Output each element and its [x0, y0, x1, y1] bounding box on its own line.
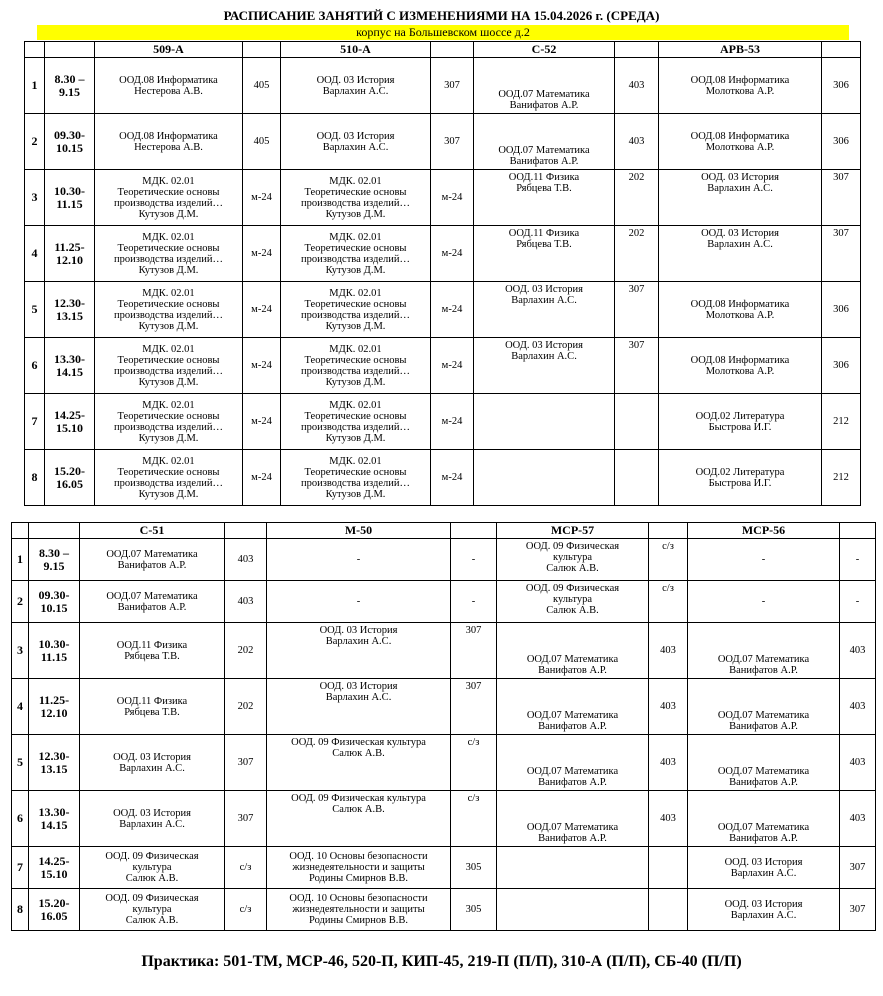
room-cell: 307	[840, 847, 876, 889]
subject-cell: ООД. 09 Физическая культура Салюк А.В.	[80, 889, 225, 931]
room-cell: с/з	[225, 847, 267, 889]
subject-cell	[474, 450, 615, 506]
subject-cell: МДК. 02.01 Теоретические основы производства изделий… Кутузов Д.М.	[281, 226, 431, 282]
lesson-row	[12, 539, 876, 581]
subject-cell	[497, 889, 649, 931]
room-cell: м-24	[243, 226, 281, 282]
room-cell: 307	[822, 226, 861, 282]
subject-cell: ООД. 03 История Варлахин А.С.	[80, 791, 225, 847]
subject-cell: ООД.08 Информатика Молоткова А.Р.	[659, 282, 822, 338]
subject-cell: -	[688, 581, 840, 623]
lesson-time: 12.30- 13.15	[29, 735, 80, 791]
lesson-number: 1	[12, 539, 29, 581]
room-cell: м-24	[431, 338, 474, 394]
group-header: М-50	[267, 523, 451, 539]
lesson-time: 8.30 – 9.15	[45, 58, 95, 114]
subject-cell: ООД. 03 История Варлахин А.С.	[688, 889, 840, 931]
subject-cell: МДК. 02.01 Теоретические основы производства изделий… Кутузов Д.М.	[95, 338, 243, 394]
group-room-header	[243, 42, 281, 58]
subject-cell: МДК. 02.01 Теоретические основы производства изделий… Кутузов Д.М.	[95, 170, 243, 226]
subject-cell: ООД. 03 История Варлахин А.С.	[267, 623, 451, 679]
room-cell	[649, 889, 688, 931]
lesson-number: 4	[25, 226, 45, 282]
header-corner	[25, 42, 45, 58]
room-cell: 212	[822, 394, 861, 450]
schedule-table-bottom	[11, 522, 876, 931]
lesson-number: 7	[25, 394, 45, 450]
lesson-row	[12, 581, 876, 623]
subject-cell: ООД.07 Математика Ванифатов А.Р.	[497, 735, 649, 791]
lesson-row	[12, 735, 876, 791]
subject-cell: ООД.02 Литература Быстрова И.Г.	[659, 450, 822, 506]
lesson-time: 10.30- 11.15	[45, 170, 95, 226]
room-cell: с/з	[649, 539, 688, 581]
subject-cell: ООД. 09 Физическая культура Салюк А.В.	[267, 791, 451, 847]
subject-cell: ООД.07 Математика Ванифатов А.Р.	[80, 539, 225, 581]
subject-cell: МДК. 02.01 Теоретические основы производства изделий… Кутузов Д.М.	[95, 450, 243, 506]
group-header: 509-А	[95, 42, 243, 58]
room-cell: 306	[822, 114, 861, 170]
group-room-header	[840, 523, 876, 539]
room-cell: м-24	[243, 450, 281, 506]
lesson-row	[25, 450, 861, 506]
subject-cell: ООД.02 Литература Быстрова И.Г.	[659, 394, 822, 450]
room-cell: с/з	[225, 889, 267, 931]
room-cell: 307	[615, 282, 659, 338]
room-cell: 403	[840, 791, 876, 847]
room-cell: 403	[649, 679, 688, 735]
room-cell: м-24	[431, 394, 474, 450]
room-cell: 403	[649, 623, 688, 679]
group-header: МСР-57	[497, 523, 649, 539]
room-cell: м-24	[243, 338, 281, 394]
subject-cell	[474, 394, 615, 450]
group-room-header	[649, 523, 688, 539]
room-cell: 307	[225, 735, 267, 791]
room-cell: м-24	[431, 170, 474, 226]
subject-cell: ООД. 03 История Варлахин А.С.	[80, 735, 225, 791]
lesson-row	[25, 338, 861, 394]
header-corner	[12, 523, 29, 539]
subject-cell: МДК. 02.01 Теоретические основы производства изделий… Кутузов Д.М.	[281, 282, 431, 338]
lesson-row	[12, 847, 876, 889]
subject-cell: ООД.07 Математика Ванифатов А.Р.	[497, 791, 649, 847]
lesson-time: 09.30- 10.15	[45, 114, 95, 170]
group-room-header	[431, 42, 474, 58]
lesson-row	[12, 623, 876, 679]
subject-cell: ООД.07 Математика Ванифатов А.Р.	[497, 679, 649, 735]
room-cell: м-24	[431, 282, 474, 338]
group-header: МСР-56	[688, 523, 840, 539]
room-cell: 307	[822, 170, 861, 226]
lesson-row	[12, 889, 876, 931]
subject-cell: ООД. 03 История Варлахин А.С.	[267, 679, 451, 735]
subject-cell: МДК. 02.01 Теоретические основы производства изделий… Кутузов Д.М.	[281, 394, 431, 450]
room-cell: 403	[840, 679, 876, 735]
room-cell: 403	[649, 791, 688, 847]
subject-cell: ООД. 09 Физическая культура Салюк А.В.	[497, 581, 649, 623]
room-cell	[649, 847, 688, 889]
room-cell: 307	[840, 889, 876, 931]
group-header: АРВ-53	[659, 42, 822, 58]
subject-cell: ООД.11 Физика Рябцева Т.В.	[474, 170, 615, 226]
room-cell: 307	[431, 58, 474, 114]
room-cell: 403	[225, 581, 267, 623]
lesson-number: 2	[12, 581, 29, 623]
lesson-number: 7	[12, 847, 29, 889]
group-header: 510-А	[281, 42, 431, 58]
subject-cell: -	[688, 539, 840, 581]
room-cell: -	[840, 581, 876, 623]
header-corner	[29, 523, 80, 539]
room-cell: с/з	[451, 791, 497, 847]
subject-cell: -	[267, 539, 451, 581]
lesson-row	[25, 226, 861, 282]
practice-line: Практика: 501-ТМ, МСР-46, 520-П, КИП-45, 219-П (П/П), 310-А (П/П), СБ-40 (П/П)	[141, 953, 742, 970]
lesson-time: 8.30 – 9.15	[29, 539, 80, 581]
subject-cell: ООД. 03 История Варлахин А.С.	[281, 114, 431, 170]
lesson-time: 12.30- 13.15	[45, 282, 95, 338]
subject-cell: ООД.07 Математика Ванифатов А.Р.	[474, 58, 615, 114]
room-cell: 202	[615, 170, 659, 226]
room-cell: 307	[451, 679, 497, 735]
lesson-time: 14.25- 15.10	[29, 847, 80, 889]
subject-cell: ООД.07 Математика Ванифатов А.Р.	[688, 791, 840, 847]
subject-cell: ООД.07 Математика Ванифатов А.Р.	[474, 114, 615, 170]
lesson-row	[25, 114, 861, 170]
subject-cell: -	[267, 581, 451, 623]
subject-cell: ООД.08 Информатика Нестерова А.В.	[95, 114, 243, 170]
room-cell: 306	[822, 282, 861, 338]
subject-cell: ООД.08 Информатика Молоткова А.Р.	[659, 58, 822, 114]
subject-cell: ООД. 03 История Варлахин А.С.	[659, 170, 822, 226]
room-cell: 305	[451, 889, 497, 931]
room-cell	[615, 450, 659, 506]
page-title: РАСПИСАНИЕ ЗАНЯТИЙ С ИЗМЕНЕНИЯМИ НА 15.04.2026 г. (СРЕДА)	[223, 8, 660, 23]
room-cell: 403	[615, 114, 659, 170]
lesson-number: 8	[12, 889, 29, 931]
subject-cell: МДК. 02.01 Теоретические основы производства изделий… Кутузов Д.М.	[95, 282, 243, 338]
subject-cell: МДК. 02.01 Теоретические основы производства изделий… Кутузов Д.М.	[281, 450, 431, 506]
subject-cell: ООД. 03 История Варлахин А.С.	[688, 847, 840, 889]
group-room-header	[451, 523, 497, 539]
subject-cell: ООД.07 Математика Ванифатов А.Р.	[80, 581, 225, 623]
lesson-time: 15.20- 16.05	[29, 889, 80, 931]
lesson-time: 13.30- 14.15	[45, 338, 95, 394]
subject-cell: ООД.08 Информатика Молоткова А.Р.	[659, 114, 822, 170]
room-cell: 405	[243, 114, 281, 170]
room-cell: 202	[615, 226, 659, 282]
room-cell: м-24	[243, 170, 281, 226]
lesson-row	[25, 394, 861, 450]
group-room-header	[225, 523, 267, 539]
lesson-time: 11.25- 12.10	[45, 226, 95, 282]
lesson-number: 2	[25, 114, 45, 170]
lesson-number: 5	[25, 282, 45, 338]
room-cell: 307	[615, 338, 659, 394]
lesson-row	[25, 282, 861, 338]
group-header: С-52	[474, 42, 615, 58]
lesson-time: 15.20- 16.05	[45, 450, 95, 506]
room-cell: м-24	[431, 450, 474, 506]
subject-cell: ООД. 10 Основы безопасности жизнедеятельности и защиты Родины Смирнов В.В.	[267, 847, 451, 889]
room-cell: с/з	[451, 735, 497, 791]
room-cell: 403	[615, 58, 659, 114]
subject-cell: ООД.07 Математика Ванифатов А.Р.	[688, 679, 840, 735]
subject-cell: ООД. 10 Основы безопасности жизнедеятельности и защиты Родины Смирнов В.В.	[267, 889, 451, 931]
room-cell: 307	[451, 623, 497, 679]
lesson-time: 11.25- 12.10	[29, 679, 80, 735]
room-cell: 403	[840, 623, 876, 679]
subject-cell: ООД.07 Математика Ванифатов А.Р.	[497, 623, 649, 679]
room-cell: 212	[822, 450, 861, 506]
lesson-time: 13.30- 14.15	[29, 791, 80, 847]
schedule-table-top	[24, 41, 861, 506]
subject-cell: ООД.07 Математика Ванифатов А.Р.	[688, 623, 840, 679]
room-cell: 403	[225, 539, 267, 581]
lesson-time: 10.30- 11.15	[29, 623, 80, 679]
lesson-number: 6	[25, 338, 45, 394]
room-cell: 403	[649, 735, 688, 791]
subject-cell: ООД. 03 История Варлахин А.С.	[281, 58, 431, 114]
subject-cell: ООД.08 Информатика Молоткова А.Р.	[659, 338, 822, 394]
lesson-number: 6	[12, 791, 29, 847]
subject-cell: ООД.11 Физика Рябцева Т.В.	[80, 623, 225, 679]
room-cell: 202	[225, 623, 267, 679]
header-row	[12, 523, 876, 539]
subject-cell: ООД. 03 История Варлахин А.С.	[474, 338, 615, 394]
lesson-number: 3	[25, 170, 45, 226]
room-cell: 305	[451, 847, 497, 889]
header-corner	[45, 42, 95, 58]
room-cell: -	[451, 539, 497, 581]
lesson-time: 14.25- 15.10	[45, 394, 95, 450]
room-cell	[615, 394, 659, 450]
room-cell: 307	[431, 114, 474, 170]
room-cell: 403	[840, 735, 876, 791]
room-cell: 306	[822, 58, 861, 114]
lesson-time: 09.30- 10.15	[29, 581, 80, 623]
lesson-number: 1	[25, 58, 45, 114]
lesson-number: 5	[12, 735, 29, 791]
subject-cell: ООД. 09 Физическая культура Салюк А.В.	[267, 735, 451, 791]
subject-cell: МДК. 02.01 Теоретические основы производства изделий… Кутузов Д.М.	[281, 338, 431, 394]
subject-cell: ООД. 03 История Варлахин А.С.	[474, 282, 615, 338]
room-cell: -	[451, 581, 497, 623]
subject-cell: ООД.11 Физика Рябцева Т.В.	[80, 679, 225, 735]
room-cell: с/з	[649, 581, 688, 623]
lesson-row	[25, 170, 861, 226]
subject-cell: ООД.07 Математика Ванифатов А.Р.	[688, 735, 840, 791]
lesson-number: 3	[12, 623, 29, 679]
subject-cell: ООД. 03 История Варлахин А.С.	[659, 226, 822, 282]
lesson-row	[12, 791, 876, 847]
subject-cell: МДК. 02.01 Теоретические основы производства изделий… Кутузов Д.М.	[281, 170, 431, 226]
header-row	[25, 42, 861, 58]
group-header: С-51	[80, 523, 225, 539]
subject-cell	[497, 847, 649, 889]
room-cell: -	[840, 539, 876, 581]
building-subtitle: корпус на Большевском шоссе д.2	[37, 25, 849, 40]
subject-cell: ООД.08 Информатика Нестерова А.В.	[95, 58, 243, 114]
room-cell: 306	[822, 338, 861, 394]
lesson-number: 8	[25, 450, 45, 506]
room-cell: 307	[225, 791, 267, 847]
subject-cell: МДК. 02.01 Теоретические основы производства изделий… Кутузов Д.М.	[95, 226, 243, 282]
room-cell: м-24	[431, 226, 474, 282]
room-cell: м-24	[243, 394, 281, 450]
room-cell: м-24	[243, 282, 281, 338]
group-room-header	[822, 42, 861, 58]
room-cell: 202	[225, 679, 267, 735]
lesson-row	[25, 58, 861, 114]
subject-cell: ООД. 09 Физическая культура Салюк А.В.	[497, 539, 649, 581]
lesson-row	[12, 679, 876, 735]
subject-cell: МДК. 02.01 Теоретические основы производства изделий… Кутузов Д.М.	[95, 394, 243, 450]
lesson-number: 4	[12, 679, 29, 735]
subject-cell: ООД. 09 Физическая культура Салюк А.В.	[80, 847, 225, 889]
group-room-header	[615, 42, 659, 58]
room-cell: 405	[243, 58, 281, 114]
subject-cell: ООД.11 Физика Рябцева Т.В.	[474, 226, 615, 282]
